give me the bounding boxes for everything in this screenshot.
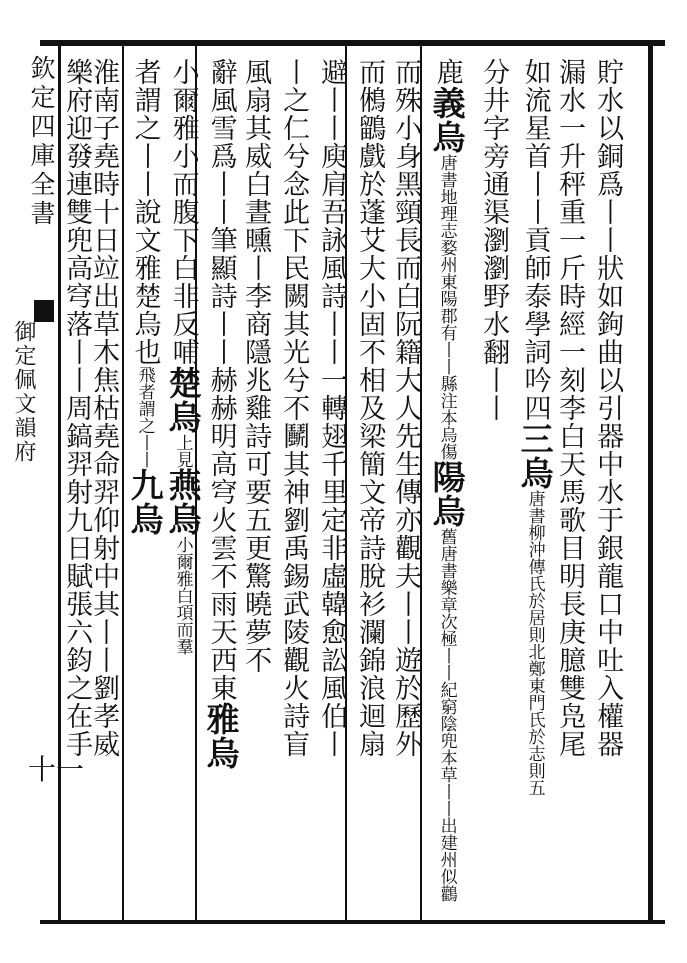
text-column [127,58,163,918]
text-column [165,58,201,918]
margin-subtitle: 御定佩文韻府 [11,320,36,464]
annotation-text: 飛者謂之丨丨 [134,366,155,468]
column-divider [122,40,124,924]
text-column [429,58,465,918]
bottom-border [40,920,665,924]
text-column [241,58,270,918]
text-column [62,58,91,918]
annotation-text: 唐書柳沖傳氏於居則北鄭東門氏於志則五 [524,490,545,796]
headword: 義烏 [427,86,467,154]
text-column [555,58,584,918]
headword: 陽烏 [427,460,467,528]
text-column [593,58,622,918]
body-text: 辭風雪爲丨丨筆顯詩丨丨赫赫明高穹火雲不雨天西東 [205,58,237,702]
annotation-text: 上見 [172,434,193,468]
text-column [355,58,384,918]
margin-title: 欽定四庫全書 [27,55,56,229]
text-column [279,58,308,918]
body-text: 而鵂鶹戲於蓬艾大小固不相及梁簡文帝詩脫衫瀾錦浪迴扇 [354,58,386,758]
body-text: 如流星首丨丨貢師泰學詞吟四 [519,58,551,422]
body-text: 分井字旁通渠瀏瀏野水翻丨丨 [478,58,510,422]
text-column [203,58,239,918]
headword: 三烏 [515,422,555,490]
body-text: 避丨丨庾肩吾詠風詩丨丨一轉翅千里定非虛韓愈訟風伯丨 [316,58,348,758]
body-text: 貯水以銅爲丨丨狀如鉤曲以引器中水于銀龍口中吐入權器 [592,58,624,758]
annotation-text: 唐書地理志婺州東陽郡有丨丨縣注本烏傷 [436,154,457,460]
headword: 楚烏 [163,366,203,434]
annotation-text: 小爾雅白項而羣 [172,536,193,655]
headword: 九烏 [125,468,165,536]
body-text: 鹿 [431,58,463,86]
right-border [648,40,653,924]
text-column [317,58,346,918]
headword: 燕烏 [163,468,203,536]
body-text: 小爾雅小而腹下白非反哺 [167,58,199,366]
top-border [40,40,665,46]
body-text: 淮南子堯時十日竝出草木焦枯堯命羿仰射中其丨丨劉孝威 [88,58,120,758]
body-text: 樂府迎發連雙兜高穹落丨丨周鎬羿射九日賦張六鈞之在手 [61,58,93,758]
body-text: 丨之仁兮念此下民闕其光兮不鬭其神劉禹錫武陵觀火詩盲 [278,58,310,758]
text-column [479,58,508,918]
body-text: 風扇其威白晝曛丨李商隱兆雞詩可要五更驚曉夢不 [240,58,272,674]
body-text: 而殊小身黑頸長而白阮籍大人先生傳亦觀夫丨丨遊於歷外 [390,58,422,758]
annotation-text: 舊唐書樂章次極丨丨紀窮陰兜本草丨丨出建州似鸛 [436,528,457,902]
text-column [517,58,553,918]
body-text: 漏水一升秤重一斤時經一刻李白天馬歌目明長庚臆雙凫尾 [554,58,586,758]
text-column [89,58,118,918]
headword: 雅烏 [201,702,241,770]
body-text: 者謂之丨丨說文雅楚烏也 [129,58,161,366]
fish-tail-mark [34,300,54,322]
page-number: 十一 [28,753,85,786]
text-column [391,58,420,918]
